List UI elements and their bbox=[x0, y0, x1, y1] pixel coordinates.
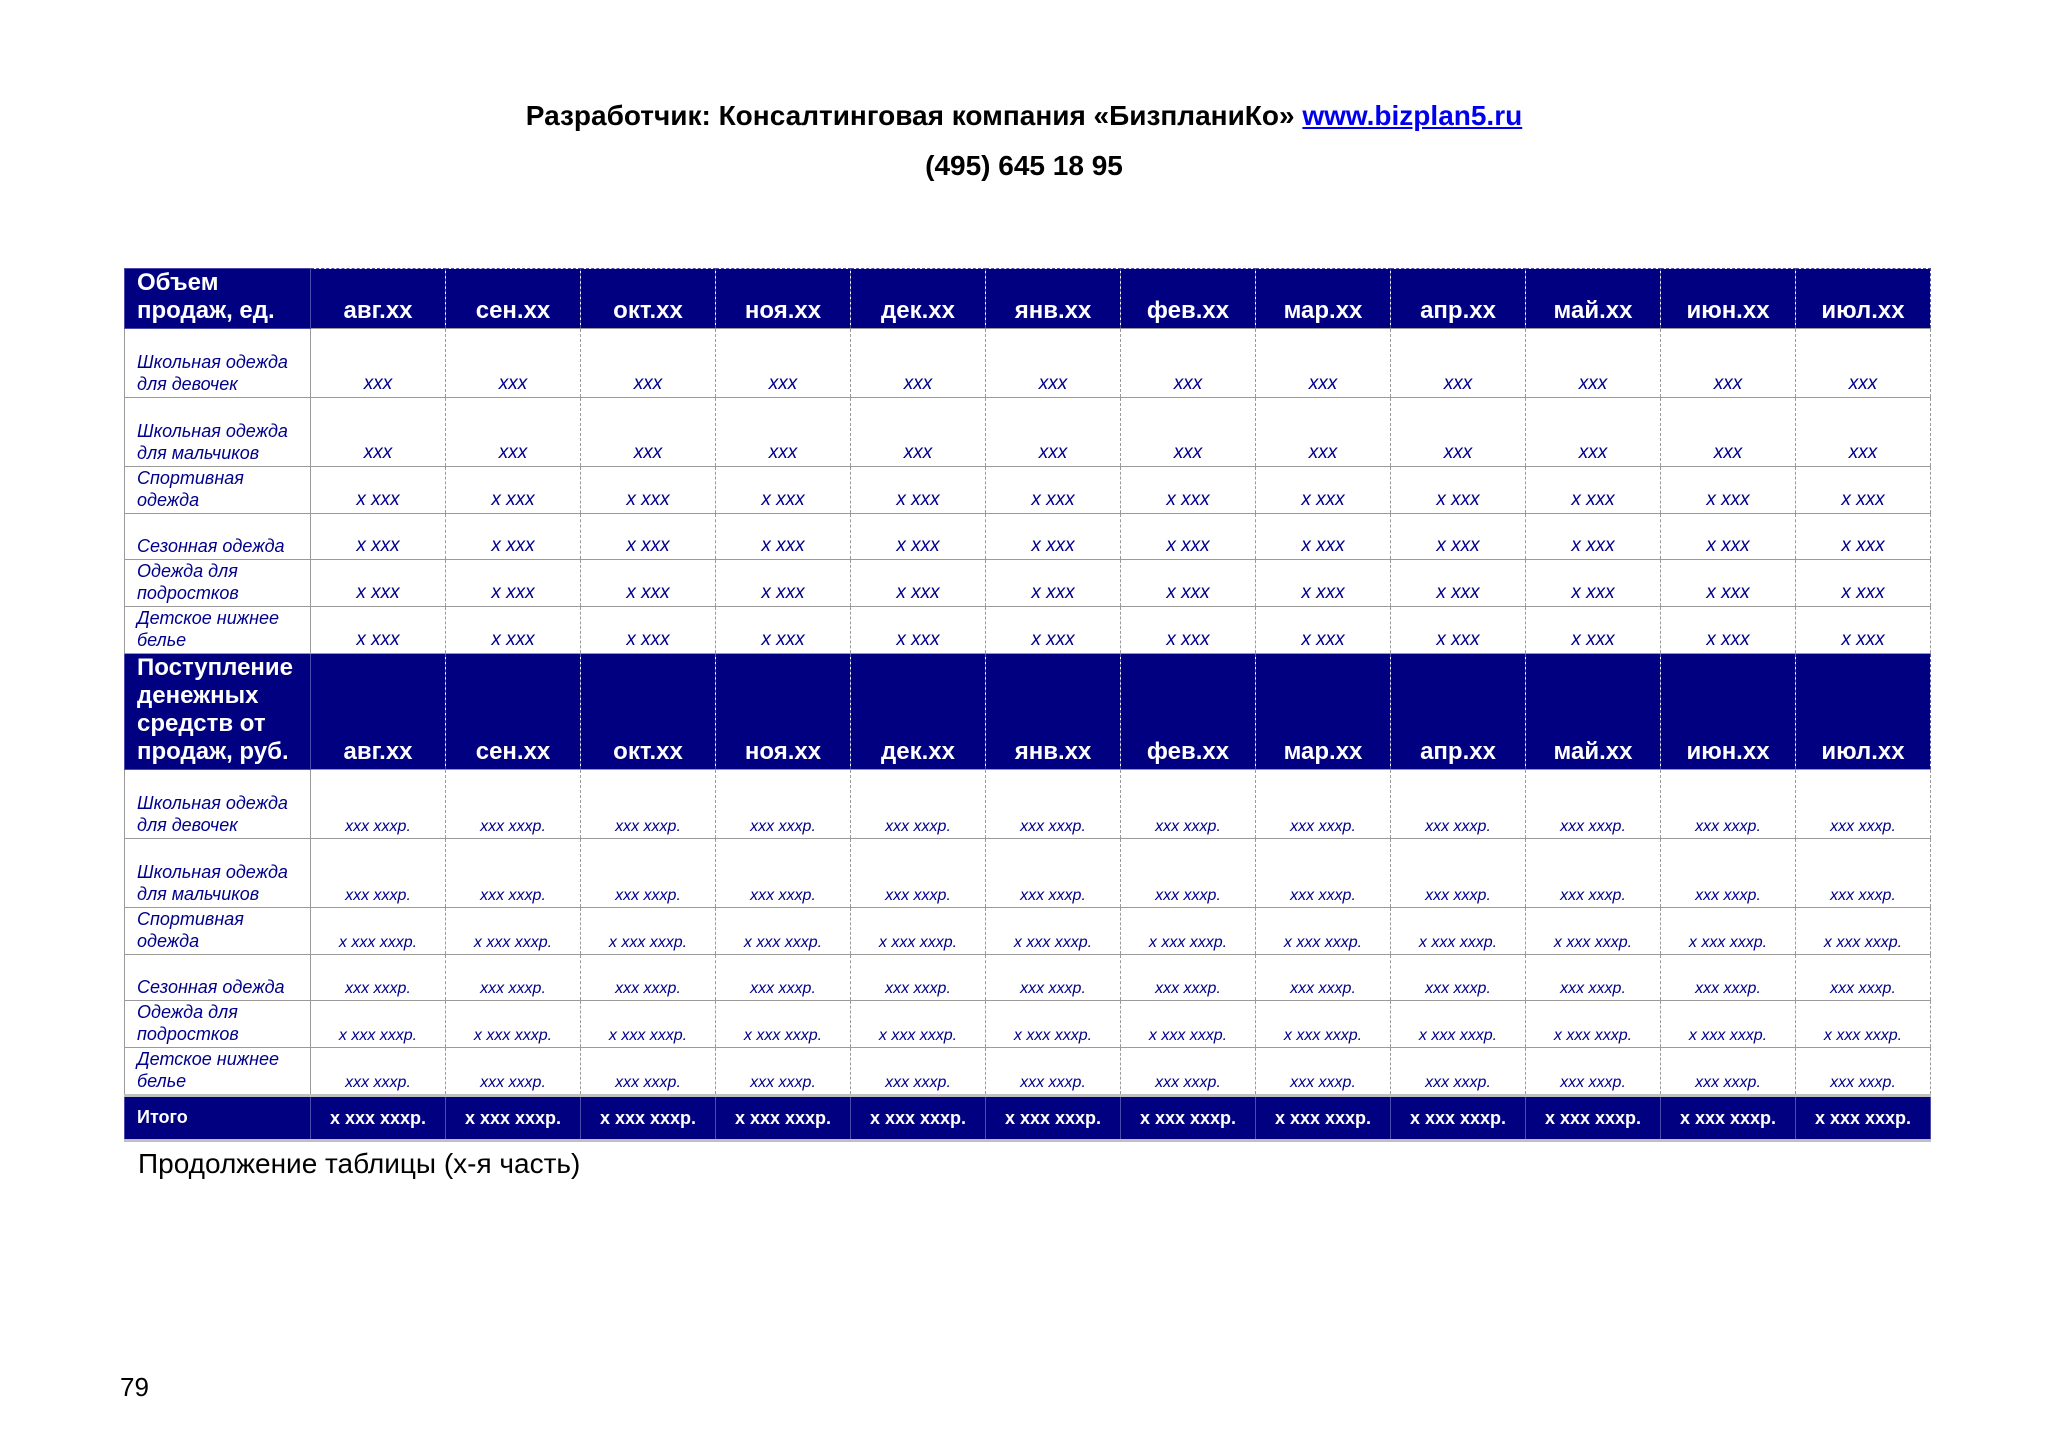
cell-value: xxx xxxр. bbox=[1121, 955, 1256, 1001]
table-row bbox=[125, 770, 1931, 839]
month-header: мар.xx bbox=[1256, 654, 1391, 770]
cell-value: xxx xxxр. bbox=[851, 770, 986, 839]
cell-value: x xxx xxxр. bbox=[581, 908, 716, 955]
cell-value: xxx bbox=[1661, 398, 1796, 467]
cell-value: x xxx bbox=[716, 514, 851, 560]
month-header: окт.xx bbox=[581, 654, 716, 770]
cell-value: x xxx xxxр. bbox=[1661, 908, 1796, 955]
cell-value: xxx bbox=[311, 329, 446, 398]
cell-value: x xxx bbox=[1256, 607, 1391, 654]
cell-value: x xxx bbox=[1526, 560, 1661, 607]
total-value: x xxx xxxр. bbox=[1391, 1096, 1526, 1141]
cell-value: x xxx bbox=[986, 467, 1121, 514]
cell-value: xxx xxxр. bbox=[1526, 955, 1661, 1001]
table-row bbox=[125, 839, 1931, 908]
cell-value: x xxx xxxр. bbox=[1391, 1001, 1526, 1048]
month-header: янв.xx bbox=[986, 269, 1121, 329]
cell-value: x xxx xxxр. bbox=[1121, 1001, 1256, 1048]
total-value: x xxx xxxр. bbox=[311, 1096, 446, 1141]
month-header: дек.xx bbox=[851, 654, 986, 770]
total-value: x xxx xxxр. bbox=[986, 1096, 1121, 1141]
cell-value: x xxx xxxр. bbox=[1391, 908, 1526, 955]
cell-value: x xxx bbox=[1121, 560, 1256, 607]
row-label: Одежда для подростков bbox=[125, 1001, 311, 1048]
cell-value: x xxx bbox=[311, 607, 446, 654]
cell-value: xxx xxxр. bbox=[311, 770, 446, 839]
cell-value: x xxx bbox=[1391, 514, 1526, 560]
cell-value: xxx bbox=[1256, 329, 1391, 398]
table-header-row bbox=[125, 654, 1931, 770]
developer-text: Разработчик: Консалтинговая компания «БизпланиКо» bbox=[525, 100, 1295, 131]
cell-value: x xxx xxxр. bbox=[446, 908, 581, 955]
cell-value: x xxx xxxр. bbox=[716, 908, 851, 955]
month-header: янв.xx bbox=[986, 654, 1121, 770]
cell-value: xxx bbox=[1121, 398, 1256, 467]
cell-value: x xxx bbox=[851, 607, 986, 654]
cell-value: xxx xxxр. bbox=[716, 770, 851, 839]
table-header-row bbox=[125, 269, 1931, 329]
cell-value: x xxx bbox=[716, 560, 851, 607]
row-label: Сезонная одежда bbox=[125, 514, 311, 560]
cell-value: x xxx bbox=[446, 607, 581, 654]
cell-value: x xxx bbox=[311, 514, 446, 560]
cell-value: x xxx bbox=[851, 514, 986, 560]
cell-value: xxx xxxр. bbox=[1121, 839, 1256, 908]
table-caption: Продолжение таблицы (х-я часть) bbox=[138, 1148, 581, 1179]
cell-value: x xxx bbox=[986, 560, 1121, 607]
row-label: Одежда для подростков bbox=[125, 560, 311, 607]
month-header: авг.xx bbox=[311, 654, 446, 770]
cell-value: x xxx bbox=[1526, 514, 1661, 560]
cell-value: xxx xxxр. bbox=[446, 770, 581, 839]
table-row bbox=[125, 1048, 1931, 1096]
cell-value: xxx xxxр. bbox=[851, 1048, 986, 1096]
cell-value: xxx bbox=[581, 398, 716, 467]
cell-value: xxx xxxр. bbox=[1661, 839, 1796, 908]
month-header: авг.xx bbox=[311, 269, 446, 329]
phone-number: (495) 645 18 95 bbox=[925, 150, 1123, 181]
cell-value: x xxx xxxр. bbox=[581, 1001, 716, 1048]
month-header: июл.xx bbox=[1796, 269, 1931, 329]
cell-value: x xxx bbox=[581, 514, 716, 560]
month-header: май.xx bbox=[1526, 654, 1661, 770]
section-title: Поступление денежных средств от продаж, руб. bbox=[125, 654, 311, 770]
row-label: Сезонная одежда bbox=[125, 955, 311, 1001]
row-label: Спортивная одежда bbox=[125, 908, 311, 955]
total-value: x xxx xxxр. bbox=[1796, 1096, 1931, 1141]
cell-value: xxx xxxр. bbox=[1391, 955, 1526, 1001]
cell-value: xxx xxxр. bbox=[851, 955, 986, 1001]
cell-value: x xxx xxxр. bbox=[311, 1001, 446, 1048]
total-value: x xxx xxxр. bbox=[716, 1096, 851, 1141]
cell-value: x xxx bbox=[1796, 607, 1931, 654]
row-label: Школьная одежда для мальчиков bbox=[125, 398, 311, 467]
cell-value: xxx bbox=[581, 329, 716, 398]
cell-value: xxx xxxр. bbox=[986, 770, 1121, 839]
cell-value: xxx xxxр. bbox=[446, 955, 581, 1001]
table-row bbox=[125, 955, 1931, 1001]
cell-value: x xxx xxxр. bbox=[851, 908, 986, 955]
cell-value: x xxx bbox=[1796, 560, 1931, 607]
table-row bbox=[125, 1001, 1931, 1048]
cell-value: x xxx bbox=[1121, 467, 1256, 514]
cell-value: xxx bbox=[716, 398, 851, 467]
cell-value: x xxx bbox=[1796, 467, 1931, 514]
cell-value: xxx xxxр. bbox=[1256, 770, 1391, 839]
cell-value: xxx xxxр. bbox=[1391, 839, 1526, 908]
cell-value: x xxx xxxр. bbox=[1256, 1001, 1391, 1048]
cell-value: x xxx bbox=[581, 560, 716, 607]
cell-value: x xxx bbox=[581, 467, 716, 514]
cell-value: xxx xxxр. bbox=[446, 839, 581, 908]
cell-value: x xxx bbox=[1256, 467, 1391, 514]
total-value: x xxx xxxр. bbox=[851, 1096, 986, 1141]
row-label: Школьная одежда для мальчиков bbox=[125, 839, 311, 908]
month-header: сен.xx bbox=[446, 269, 581, 329]
cell-value: xxx xxxр. bbox=[581, 955, 716, 1001]
month-header: сен.xx bbox=[446, 654, 581, 770]
month-header: июн.xx bbox=[1661, 654, 1796, 770]
cell-value: xxx bbox=[1391, 329, 1526, 398]
cell-value: x xxx xxxр. bbox=[1526, 908, 1661, 955]
cell-value: x xxx bbox=[851, 560, 986, 607]
cell-value: x xxx xxxр. bbox=[1256, 908, 1391, 955]
cell-value: x xxx bbox=[716, 467, 851, 514]
cell-value: x xxx bbox=[1256, 514, 1391, 560]
cell-value: xxx xxxр. bbox=[1796, 955, 1931, 1001]
cell-value: xxx bbox=[446, 398, 581, 467]
cell-value: x xxx bbox=[446, 560, 581, 607]
cell-value: x xxx bbox=[446, 467, 581, 514]
month-header: ноя.xx bbox=[716, 269, 851, 329]
cell-value: x xxx bbox=[1121, 514, 1256, 560]
cell-value: xxx xxxр. bbox=[716, 839, 851, 908]
cell-value: xxx xxxр. bbox=[1391, 1048, 1526, 1096]
cell-value: x xxx bbox=[1391, 560, 1526, 607]
cell-value: xxx xxxр. bbox=[716, 1048, 851, 1096]
row-label: Детское нижнее белье bbox=[125, 607, 311, 654]
cell-value: xxx xxxр. bbox=[311, 839, 446, 908]
row-label: Спортивная одежда bbox=[125, 467, 311, 514]
cell-value: xxx xxxр. bbox=[851, 839, 986, 908]
cell-value: x xxx xxxр. bbox=[311, 908, 446, 955]
cell-value: x xxx xxxр. bbox=[1121, 908, 1256, 955]
total-value: x xxx xxxр. bbox=[446, 1096, 581, 1141]
total-value: x xxx xxxр. bbox=[1256, 1096, 1391, 1141]
table-row bbox=[125, 607, 1931, 654]
table-row bbox=[125, 398, 1931, 467]
sales-table bbox=[124, 268, 1931, 1142]
cell-value: xxx xxxр. bbox=[1526, 1048, 1661, 1096]
table-row bbox=[125, 514, 1931, 560]
cell-value: xxx xxxр. bbox=[1796, 770, 1931, 839]
cell-value: x xxx bbox=[1391, 607, 1526, 654]
cell-value: xxx xxxр. bbox=[1661, 955, 1796, 1001]
cell-value: x xxx bbox=[1796, 514, 1931, 560]
cell-value: x xxx xxxр. bbox=[986, 1001, 1121, 1048]
cell-value: xxx xxxр. bbox=[1526, 770, 1661, 839]
month-header: окт.xx bbox=[581, 269, 716, 329]
cell-value: xxx xxxр. bbox=[581, 839, 716, 908]
cell-value: xxx bbox=[851, 398, 986, 467]
cell-value: x xxx xxxр. bbox=[1796, 1001, 1931, 1048]
row-label: Школьная одежда для девочек bbox=[125, 770, 311, 839]
cell-value: xxx xxxр. bbox=[581, 770, 716, 839]
table-row bbox=[125, 560, 1931, 607]
cell-value: xxx xxxр. bbox=[446, 1048, 581, 1096]
cell-value: x xxx bbox=[716, 607, 851, 654]
cell-value: xxx bbox=[716, 329, 851, 398]
cell-value: xxx bbox=[1526, 398, 1661, 467]
cell-value: x xxx bbox=[311, 467, 446, 514]
cell-value: x xxx bbox=[1661, 560, 1796, 607]
page-number: 79 bbox=[120, 1372, 149, 1402]
row-label: Школьная одежда для девочек bbox=[125, 329, 311, 398]
cell-value: xxx xxxр. bbox=[986, 955, 1121, 1001]
cell-value: x xxx bbox=[1661, 467, 1796, 514]
section-title: Объем продаж, ед. bbox=[125, 269, 311, 329]
cell-value: xxx xxxр. bbox=[1661, 770, 1796, 839]
cell-value: x xxx bbox=[1661, 607, 1796, 654]
month-header: ноя.xx bbox=[716, 654, 851, 770]
cell-value: x xxx xxxр. bbox=[986, 908, 1121, 955]
cell-value: x xxx bbox=[581, 607, 716, 654]
cell-value: x xxx bbox=[986, 514, 1121, 560]
cell-value: xxx xxxр. bbox=[716, 955, 851, 1001]
month-header: фев.xx bbox=[1121, 654, 1256, 770]
total-label: Итого bbox=[125, 1096, 311, 1141]
cell-value: xxx xxxр. bbox=[311, 955, 446, 1001]
month-header: май.xx bbox=[1526, 269, 1661, 329]
cell-value: xxx xxxр. bbox=[581, 1048, 716, 1096]
total-value: x xxx xxxр. bbox=[1526, 1096, 1661, 1141]
cell-value: xxx bbox=[1121, 329, 1256, 398]
cell-value: xxx bbox=[446, 329, 581, 398]
cell-value: xxx xxxр. bbox=[311, 1048, 446, 1096]
month-header: июн.xx bbox=[1661, 269, 1796, 329]
cell-value: xxx bbox=[1256, 398, 1391, 467]
cell-value: x xxx xxxр. bbox=[851, 1001, 986, 1048]
month-header: фев.xx bbox=[1121, 269, 1256, 329]
cell-value: xxx xxxр. bbox=[1121, 1048, 1256, 1096]
cell-value: x xxx bbox=[311, 560, 446, 607]
cell-value: xxx xxxр. bbox=[1661, 1048, 1796, 1096]
cell-value: xxx xxxр. bbox=[1391, 770, 1526, 839]
website-link[interactable]: www.bizplan5.ru bbox=[1302, 100, 1523, 131]
table-row bbox=[125, 908, 1931, 955]
cell-value: xxx xxxр. bbox=[1796, 839, 1931, 908]
cell-value: xxx bbox=[851, 329, 986, 398]
cell-value: x xxx bbox=[1256, 560, 1391, 607]
cell-value: x xxx bbox=[1391, 467, 1526, 514]
table-row bbox=[125, 329, 1931, 398]
cell-value: xxx bbox=[311, 398, 446, 467]
cell-value: xxx bbox=[1661, 329, 1796, 398]
cell-value: xxx xxxр. bbox=[1256, 955, 1391, 1001]
cell-value: xxx bbox=[1796, 329, 1931, 398]
total-value: x xxx xxxр. bbox=[581, 1096, 716, 1141]
cell-value: x xxx bbox=[1526, 467, 1661, 514]
cell-value: x xxx bbox=[1121, 607, 1256, 654]
cell-value: xxx xxxр. bbox=[986, 1048, 1121, 1096]
month-header: апр.xx bbox=[1391, 269, 1526, 329]
cell-value: x xxx xxxр. bbox=[446, 1001, 581, 1048]
cell-value: xxx bbox=[1391, 398, 1526, 467]
cell-value: xxx bbox=[986, 329, 1121, 398]
month-header: апр.xx bbox=[1391, 654, 1526, 770]
row-label: Детское нижнее белье bbox=[125, 1048, 311, 1096]
cell-value: xxx xxxр. bbox=[1796, 1048, 1931, 1096]
cell-value: x xxx bbox=[1661, 514, 1796, 560]
month-header: июл.xx bbox=[1796, 654, 1931, 770]
total-value: x xxx xxxр. bbox=[1121, 1096, 1256, 1141]
cell-value: x xxx xxxр. bbox=[1661, 1001, 1796, 1048]
cell-value: xxx xxxр. bbox=[1256, 1048, 1391, 1096]
month-header: мар.xx bbox=[1256, 269, 1391, 329]
cell-value: x xxx xxxр. bbox=[716, 1001, 851, 1048]
cell-value: x xxx bbox=[446, 514, 581, 560]
developer-line bbox=[0, 100, 2048, 132]
cell-value: xxx bbox=[1796, 398, 1931, 467]
cell-value: xxx xxxр. bbox=[1256, 839, 1391, 908]
month-header: дек.xx bbox=[851, 269, 986, 329]
cell-value: xxx xxxр. bbox=[1121, 770, 1256, 839]
total-row bbox=[125, 1096, 1931, 1141]
cell-value: xxx xxxр. bbox=[1526, 839, 1661, 908]
cell-value: x xxx xxxр. bbox=[1796, 908, 1931, 955]
cell-value: xxx xxxр. bbox=[986, 839, 1121, 908]
cell-value: xxx bbox=[986, 398, 1121, 467]
cell-value: x xxx bbox=[851, 467, 986, 514]
table-row bbox=[125, 467, 1931, 514]
cell-value: x xxx bbox=[1526, 607, 1661, 654]
total-value: x xxx xxxр. bbox=[1661, 1096, 1796, 1141]
cell-value: x xxx bbox=[986, 607, 1121, 654]
cell-value: xxx bbox=[1526, 329, 1661, 398]
cell-value: x xxx xxxр. bbox=[1526, 1001, 1661, 1048]
